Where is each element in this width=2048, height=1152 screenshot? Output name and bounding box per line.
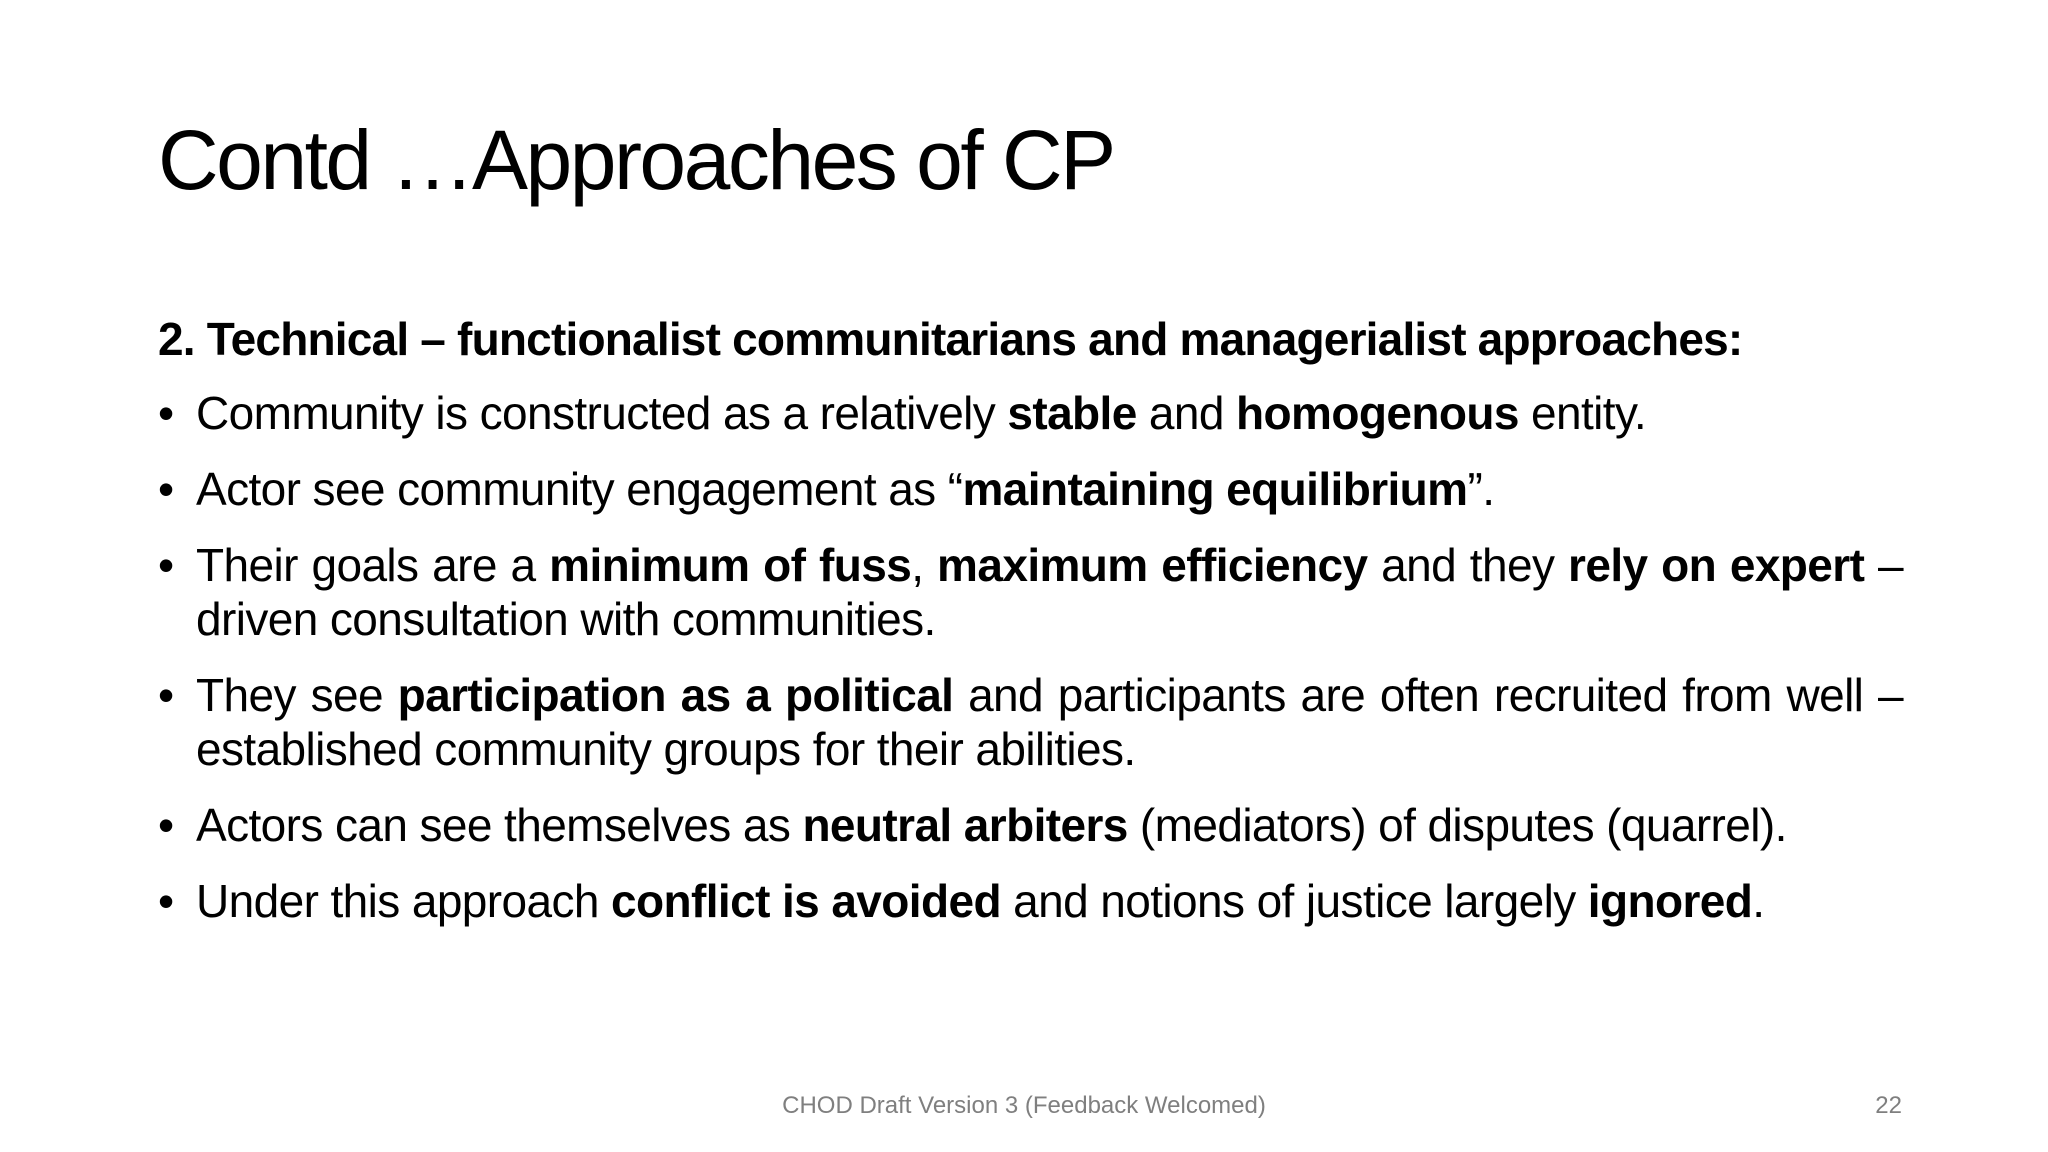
bullet-emphasis: minimum of fuss <box>549 539 912 591</box>
bullet-marker: • <box>158 669 174 721</box>
bullet-text: ”. <box>1467 463 1495 515</box>
page-number: 22 <box>1875 1092 1902 1119</box>
bullet-text: and notions of justice largely <box>1000 875 1588 927</box>
bullet-marker: • <box>158 539 174 591</box>
bullet-text: Their goals are a <box>196 539 550 591</box>
bullet-item <box>158 538 1903 646</box>
bullet-text: Actors can see themselves as <box>196 799 803 851</box>
bullet-text: . <box>1752 875 1765 927</box>
bullet-emphasis: conflict is avoided <box>611 875 1001 927</box>
bullet-text: – driven consultation with communities. <box>196 539 1903 645</box>
section-heading: 2. Technical – functionalist communitarians and managerialist approaches: <box>158 313 1743 365</box>
bullet-text: Actor see community engagement as “ <box>196 463 963 515</box>
bullet-text: entity. <box>1518 387 1647 439</box>
bullet-marker: • <box>158 387 174 439</box>
bullet-item <box>158 798 1903 852</box>
bullet-list <box>158 386 1903 928</box>
bullet-emphasis: rely on expert <box>1568 539 1865 591</box>
bullet-text: Community is constructed as a relatively <box>196 387 1008 439</box>
bullet-emphasis: maximum efficiency <box>937 539 1368 591</box>
bullet-emphasis: ignored <box>1587 875 1753 927</box>
bullet-text: and participants are often recruited from well – established community groups for their abilities. <box>196 669 1903 775</box>
bullet-text: and <box>1136 387 1237 439</box>
bullet-emphasis: homogenous <box>1236 387 1519 439</box>
bullet-marker: • <box>158 875 174 927</box>
slide-body <box>158 312 1903 950</box>
bullet-item <box>158 462 1903 516</box>
bullet-text: (mediators) of disputes (quarrel). <box>1127 799 1787 851</box>
slide-title: Contd …Approaches of CP <box>158 113 1114 207</box>
bullet-marker: • <box>158 463 174 515</box>
footer-text: CHOD Draft Version 3 (Feedback Welcomed) <box>782 1092 1266 1119</box>
bullet-emphasis: stable <box>1007 387 1137 439</box>
bullet-emphasis: neutral arbiters <box>802 799 1128 851</box>
bullet-text: They see <box>196 669 398 721</box>
bullet-emphasis: participation as a political <box>397 669 954 721</box>
bullet-emphasis: maintaining equilibrium <box>962 463 1468 515</box>
bullet-item <box>158 668 1903 776</box>
bullet-marker: • <box>158 799 174 851</box>
bullet-item <box>158 386 1903 440</box>
bullet-text: and they <box>1367 539 1569 591</box>
bullet-item <box>158 874 1903 928</box>
bullet-text: Under this approach <box>196 875 612 927</box>
bullet-text: , <box>911 539 938 591</box>
